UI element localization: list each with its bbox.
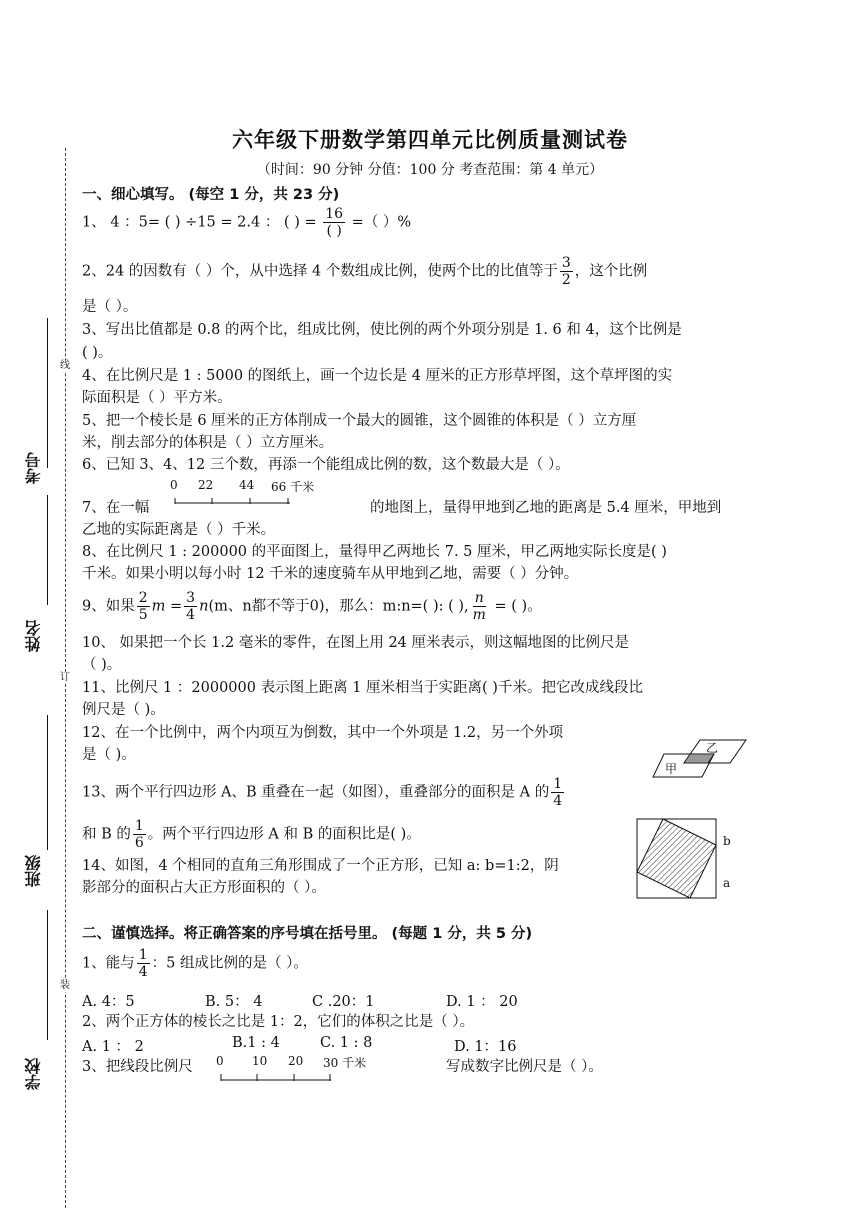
question-1-9: 9、如果 $\frac{2}{5}$ m = $\frac{3}{4}$ n(m、n都不等于0)，那么：m:n=( ): ( ), $\frac{n}{m}$ = ( )。	[82, 590, 542, 623]
banji-blank-line	[47, 715, 48, 850]
question-2-3: 3、把线段比例尺	[82, 1059, 193, 1075]
question-1-10: 10、 如果把一个长 1.2 毫米的零件，在图上用 24 厘米表示，则这幅地图的比例尺是	[82, 635, 630, 651]
question-1-7-rest: 的地图上，量得甲地到乙地的距离是 5.4 厘米，甲地到	[370, 500, 722, 516]
question-1-4-line2: 际面积是（ ）平方米。	[82, 390, 232, 406]
choice-2-2-a: A. 1 ： 2	[82, 1039, 144, 1055]
question-1-12-line2: 是（ )。	[82, 747, 136, 763]
choice-2-1-c: C .20：1	[312, 994, 375, 1010]
question-1-11: 11、比例尺 1 ：2000000 表示图上距离 1 厘米相当于实距离( )千米。把它改成线段比	[82, 680, 643, 696]
question-1-14-line2: 影部分的面积占大正方形面积的（ ）。	[82, 880, 326, 896]
question-1-2-line2: 是（ ）。	[82, 299, 138, 315]
section2-heading: 二、谨慎选择。将正确答案的序号填在括号里。 (每题 1 分，共 5 分)	[82, 926, 533, 942]
square-drawing	[636, 818, 718, 900]
scale-tick-label: 66 千米	[271, 480, 315, 494]
question-1-13: 13、两个平行四边形 A、B 重叠在一起（如图），重叠部分的面积是 A 的 $\frac{1}{4}$	[82, 776, 563, 809]
binding-char-xian: 线	[60, 360, 70, 371]
question-1-5: 5、把一个棱长是 6 厘米的正方体削成一个最大的圆锥，这个圆锥的体积是（ ）立方厘	[82, 413, 637, 429]
page-subtitle: （时间：90 分钟 分值：100 分 考查范围：第 4 单元）	[256, 162, 604, 178]
question-1-5-line2: 米，削去部分的体积是（ ）立方厘米。	[82, 435, 334, 451]
question-1-11-line2: 例尺是（ )。	[82, 702, 165, 718]
fraction: $\frac{1}{6}$	[134, 818, 144, 851]
question-2-3-rest: 写成数字比例尺是（ ）。	[446, 1059, 603, 1075]
question-1-3-line2: ( )。	[82, 345, 113, 361]
line-scale-figure-q7	[170, 478, 350, 510]
choice-2-1-b: B. 5： 4	[205, 994, 263, 1010]
choice-2-2-b: B.1 : 4	[232, 1035, 280, 1051]
kaohao-label: 考号	[24, 452, 43, 484]
banji-label: 班级	[24, 855, 43, 887]
xuexiao-label: 学校	[24, 1058, 43, 1090]
label-jia: 甲	[665, 762, 678, 776]
choice-2-2-c: C. 1 : 8	[320, 1035, 373, 1051]
parallelogram-overlap-figure	[652, 738, 748, 780]
question-1-7: 7、在一幅	[82, 500, 150, 516]
scale-tick-label: 20	[288, 1054, 304, 1068]
question-1-8-line2: 千米。如果小明以每小时 12 千米的速度骑车从甲地到乙地，需要（ ）分钟。	[82, 566, 579, 582]
question-2-2: 2、两个正方体的棱长之比是 1：2，它们的体积之比是（ ）。	[82, 1014, 475, 1030]
question-1-1: 1、 4 ：5= ( ) ÷15 = 2.4 ： ( ) = $\frac{16}{( )}$ =（ ）%	[82, 206, 412, 239]
label-a: a	[723, 876, 731, 890]
label-b: b	[723, 834, 731, 848]
label-yi: 乙	[706, 741, 719, 755]
question-1-12: 12、在一个比例中，两个内项互为倒数，其中一个外项是 1.2，另一个外项	[82, 725, 564, 741]
binding-char-zhuang: 装	[60, 980, 70, 991]
line-scale-figure-2-3	[216, 1054, 386, 1086]
page-title: 六年级下册数学第四单元比例质量测试卷	[232, 128, 628, 152]
question-2-1: 1、能与 $\frac{1}{4}$ ：5 组成比例的是（ ）。	[82, 947, 308, 980]
square-triangles-figure	[636, 818, 736, 900]
xingming-blank-line	[47, 495, 48, 605]
question-1-13-line2: 和 B 的 $\frac{1}{6}$ 。两个平行四边形 A 和 B 的面积比是( )。	[82, 818, 421, 851]
scale-tick-label: 10	[252, 1054, 268, 1068]
question-1-10-line2: （ )。	[82, 657, 122, 673]
scale-tick-label: 30 千米	[323, 1056, 367, 1070]
scale-tick-label: 0	[216, 1054, 224, 1068]
choice-2-1-d: D. 1 ： 20	[446, 994, 518, 1010]
scale-tick-label: 22	[198, 478, 214, 492]
question-1-2: 2、24 的因数有（ ）个，从中选择 4 个数组成比例，使两个比的比值等于 $\frac{3}{2}$ ，这个比例	[82, 255, 648, 288]
fraction: $\frac{1}{4}$	[553, 776, 563, 809]
question-1-8: 8、在比例尺 1 : 200000 的平面图上，量得甲乙两地长 7. 5 厘米，甲乙两地实际长度是( )	[82, 544, 667, 560]
question-1-6: 6、已知 3、4、12 三个数，再添一个能组成比例的数，这个数最大是（ ）。	[82, 457, 570, 473]
scale-tick-label: 44	[239, 478, 255, 492]
xingming-label: 姓名	[24, 620, 43, 652]
fraction: $\frac{1}{4}$	[138, 947, 148, 980]
fraction: $\frac{3}{4}$	[186, 590, 196, 623]
choice-2-1-a: A. 4：5	[82, 994, 135, 1010]
question-1-14: 14、如图，4 个相同的直角三角形围成了一个正方形，已知 a: b=1:2，阴	[82, 858, 559, 874]
fraction: $\frac{n}{m}$	[472, 590, 486, 623]
binding-char-ding: 订	[60, 672, 70, 683]
scale-tick-label: 0	[170, 478, 178, 492]
section1-heading: 一、细心填写。 (每空 1 分，共 23 分)	[82, 187, 340, 203]
fraction: $\frac{3}{2}$	[561, 255, 571, 288]
fraction: $\frac{16}{( )}$	[325, 206, 344, 239]
choice-2-2-d: D. 1：16	[454, 1039, 517, 1055]
scale-bar	[216, 1070, 386, 1084]
question-1-4: 4、在比例尺是 1 : 5000 的图纸上，画一个边长是 4 厘米的正方形草坪图，这个草坪图的实	[82, 368, 673, 384]
kaohao-blank-line	[47, 318, 48, 468]
scale-bar	[170, 495, 350, 509]
xuexiao-blank-line	[47, 910, 48, 1040]
fraction: $\frac{2}{5}$	[138, 590, 148, 623]
question-1-7-line2: 乙地的实际距离是（ ）千米。	[82, 522, 276, 538]
question-1-3: 3、写出比值都是 0.8 的两个比，组成比例，使比例的两个外项分别是 1. 6 和 4，这个比例是	[82, 322, 682, 338]
